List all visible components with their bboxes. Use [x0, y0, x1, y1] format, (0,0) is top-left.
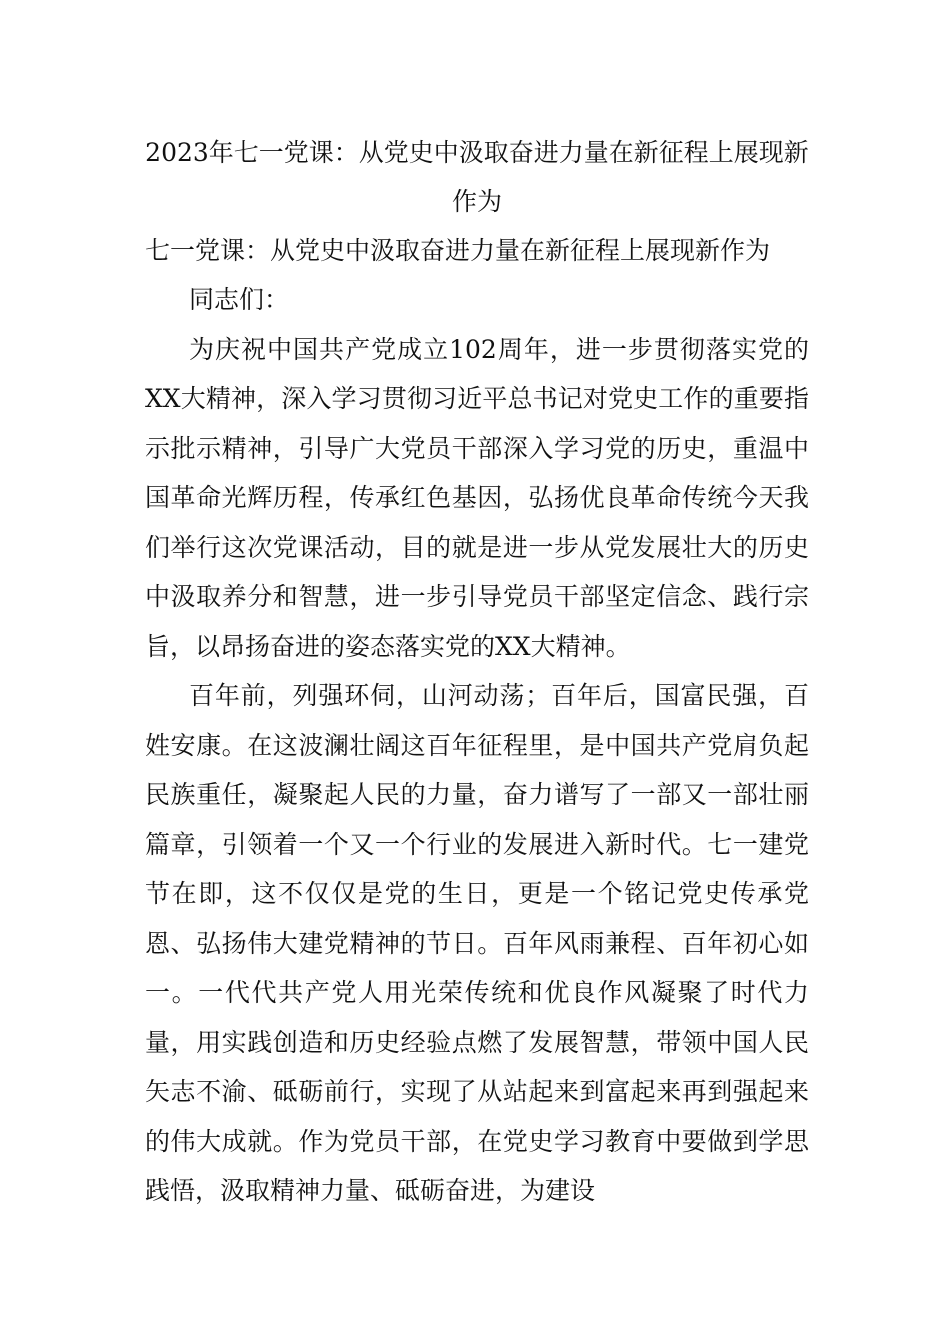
paragraph-2: 百年前，列强环伺，山河动荡；百年后，国富民强，百姓安康。在这波澜壮阔这百年征程里，是中国共产党肩负起民族重任，凝聚起人民的力量，奋力谱写了一部又一部壮丽篇章，引领着一个又一个行业的发展进入新时代。七一建党节在即，这不仅仅是党的生日，更是一个铭记党史传承党恩、弘扬伟大建党精神的节日。百年风雨兼程、百年初心如一。一代代共产党人用光荣传统和优良作风凝聚了时代力量，用实践创造和历史经验点燃了发展智慧，带领中国人民矢志不渝、砥砺前行，实现了从站起来到富起来再到强起来的伟大成就。作为党员干部，在党史学习教育中要做到学思践悟，汲取精神力量、砥砺奋进，为建设 [145, 681, 809, 1205]
greeting: 同志们： [189, 285, 290, 314]
document-subtitle: 七一党课：从党史中汲取奋进力量在新征程上展现新作为 [145, 236, 771, 265]
document-body [145, 128, 809, 1216]
document-title: 2023年七一党课：从党史中汲取奋进力量在新征程上展现新作为 [145, 138, 809, 216]
paragraph-1: 为庆祝中国共产党成立102周年，进一步贯彻落实党的XX大精神，深入学习贯彻习近平总书记对党史工作的重要指示批示精神，引导广大党员干部深入学习党的历史，重温中国革命光辉历程，传承红色基因，弘扬优良革命传统今天我们举行这次党课活动，目的就是进一步从党发展壮大的历史中汲取养分和智慧，进一步引导党员干部坚定信念、践行宗旨，以昂扬奋进的姿态落实党的XX大精神。 [145, 334, 809, 661]
